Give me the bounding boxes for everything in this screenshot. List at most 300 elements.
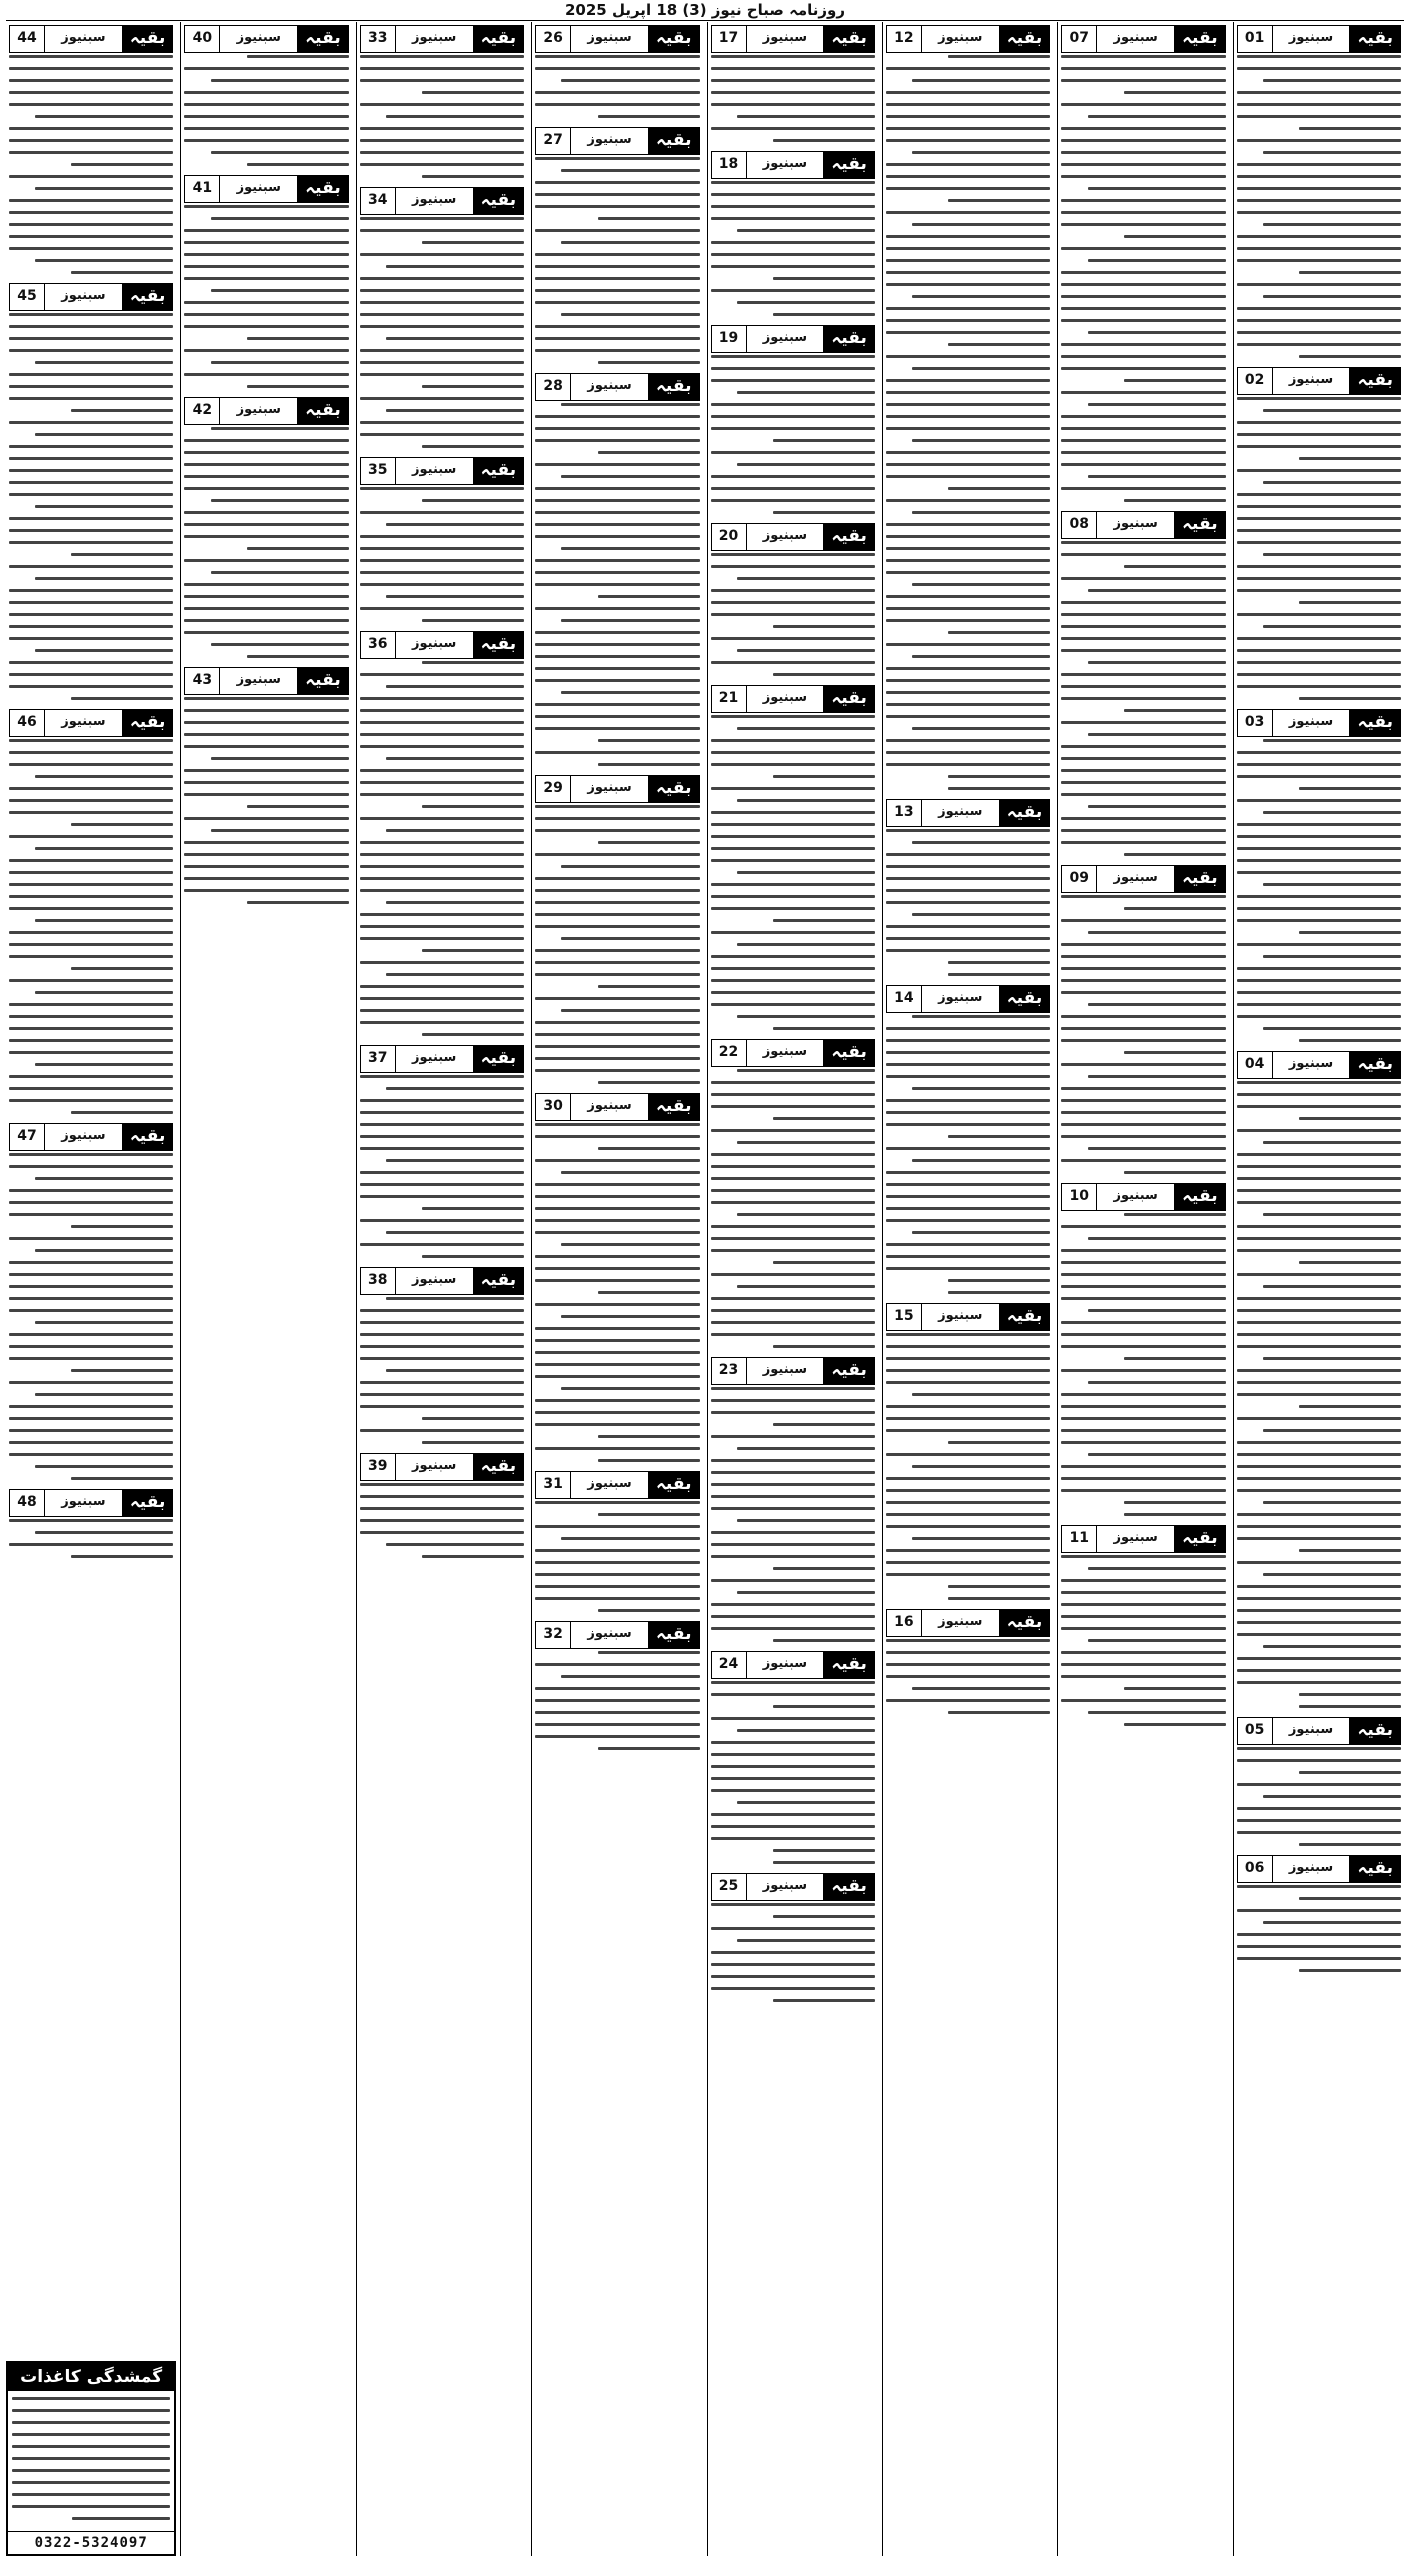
story-body-text — [360, 55, 524, 178]
story-number: 45 — [17, 288, 37, 304]
continued-story-header — [1061, 511, 1225, 539]
story-body-text — [360, 1483, 524, 1558]
story-body-text — [9, 739, 173, 1114]
story-number: 34 — [368, 192, 388, 208]
story-number: 06 — [1244, 1860, 1265, 1876]
story-number: 21 — [718, 690, 739, 706]
story-number: 36 — [368, 636, 388, 652]
story-number: 46 — [17, 714, 37, 730]
story-body-text — [535, 805, 699, 1084]
continued-story-header — [360, 1045, 524, 1073]
baqiya-label: بقیہ — [1000, 26, 1050, 52]
story-body-text — [360, 487, 524, 622]
baqiya-label: بقیہ — [649, 128, 699, 154]
baqiya-label: بقیہ — [123, 1124, 173, 1150]
baqiya-label: بقیہ — [1350, 368, 1400, 394]
continuation-label: سبنیوز — [746, 152, 825, 178]
continued-story-header — [535, 1093, 699, 1121]
continued-story — [535, 25, 699, 118]
column-8 — [6, 22, 176, 2556]
story-body-text — [360, 661, 524, 1036]
baqiya-label: بقیہ — [1350, 26, 1400, 52]
story-body-text — [886, 829, 1050, 976]
continued-story-header — [1237, 367, 1401, 395]
continuation-label: سبنیوز — [44, 1490, 123, 1516]
story-number: 27 — [543, 132, 563, 148]
lost-document-text — [8, 2391, 174, 2531]
story-number: 07 — [1069, 30, 1089, 46]
story-body-text — [360, 217, 524, 448]
story-body-text — [711, 1069, 875, 1348]
story-number: 29 — [543, 780, 563, 796]
continuation-label: سبنیوز — [570, 776, 649, 802]
continuation-label: سبنیوز — [1272, 368, 1351, 394]
baqiya-label: بقیہ — [298, 398, 348, 424]
continued-story — [886, 799, 1050, 976]
story-number: 12 — [894, 30, 914, 46]
continued-story — [886, 1303, 1050, 1600]
continuation-label: سبنیوز — [570, 1094, 649, 1120]
continued-story — [535, 127, 699, 364]
story-body-text — [1061, 1213, 1225, 1516]
story-body-text — [711, 1681, 875, 1864]
story-body-text — [1237, 1081, 1401, 1708]
continued-story — [886, 1609, 1050, 1714]
story-number: 05 — [1244, 1722, 1265, 1738]
baqiya-label: بقیہ — [824, 1358, 874, 1384]
story-body-text — [360, 1075, 524, 1258]
baqiya-label: بقیہ — [474, 1454, 524, 1480]
continued-story-header — [184, 175, 348, 203]
continued-story-header — [184, 25, 348, 53]
continuation-label: سبنیوز — [746, 1652, 825, 1678]
continued-story-header — [1237, 25, 1401, 53]
continued-story-header — [9, 709, 173, 737]
continued-story — [1061, 1183, 1225, 1516]
story-number: 43 — [192, 672, 213, 688]
continued-story-header — [711, 523, 875, 551]
continuation-label: سبنیوز — [746, 1874, 825, 1900]
continuation-label: سبنیوز — [1272, 26, 1351, 52]
continued-story — [886, 25, 1050, 790]
continued-story-header — [711, 1357, 875, 1385]
baqiya-label: بقیہ — [1000, 800, 1050, 826]
continued-story-header — [184, 397, 348, 425]
continuation-label: سبنیوز — [746, 686, 825, 712]
column-3 — [882, 22, 1053, 2556]
continuation-label: سبنیوز — [219, 176, 298, 202]
baqiya-label: بقیہ — [1000, 1610, 1050, 1636]
story-body-text — [535, 55, 699, 118]
baqiya-label: بقیہ — [123, 710, 173, 736]
story-number: 15 — [894, 1308, 914, 1324]
lost-document-notice — [6, 2361, 176, 2556]
story-number: 20 — [718, 528, 739, 544]
continued-story-header — [1237, 709, 1401, 737]
story-number: 22 — [718, 1044, 739, 1060]
continued-story-header — [886, 1609, 1050, 1637]
column-2 — [1057, 22, 1228, 2556]
story-body-text — [711, 1387, 875, 1642]
continued-story — [535, 1093, 699, 1462]
story-number: 41 — [192, 180, 213, 196]
baqiya-label: بقیہ — [824, 1874, 874, 1900]
continued-story-header — [535, 1621, 699, 1649]
continued-story — [1237, 709, 1401, 1042]
story-body-text — [886, 1333, 1050, 1600]
continued-story-header — [711, 1873, 875, 1901]
continuation-label: سبنیوز — [1272, 1718, 1351, 1744]
continued-story — [1237, 25, 1401, 358]
continuation-label: سبنیوز — [395, 188, 474, 214]
story-number: 16 — [894, 1614, 914, 1630]
continuation-label: سبنیوز — [570, 128, 649, 154]
story-body-text — [535, 1651, 699, 1750]
continued-story — [711, 1039, 875, 1348]
baqiya-label: بقیہ — [298, 668, 348, 694]
story-body-text — [9, 1153, 173, 1480]
continuation-label: سبنیوز — [746, 1040, 825, 1066]
continued-story — [711, 1651, 875, 1864]
column-7 — [180, 22, 351, 2556]
lost-document-phone: 0322-5324097 — [8, 2531, 174, 2554]
continued-story-header — [535, 1471, 699, 1499]
continued-story — [360, 631, 524, 1036]
story-number: 37 — [368, 1050, 388, 1066]
story-number: 03 — [1244, 714, 1265, 730]
continued-story-header — [1237, 1051, 1401, 1079]
story-number: 18 — [718, 156, 739, 172]
baqiya-label: بقیہ — [649, 1472, 699, 1498]
story-number: 32 — [543, 1626, 563, 1642]
continued-story-header — [711, 325, 875, 353]
continuation-label: سبنیوز — [1272, 710, 1351, 736]
continued-story-header — [535, 127, 699, 155]
continued-story-header — [711, 1039, 875, 1067]
continuation-label: سبنیوز — [1096, 1184, 1175, 1210]
baqiya-label: بقیہ — [1350, 1052, 1400, 1078]
baqiya-label: بقیہ — [649, 1622, 699, 1648]
baqiya-label: بقیہ — [824, 26, 874, 52]
continuation-label: سبنیوز — [1272, 1052, 1351, 1078]
continuation-label: سبنیوز — [395, 1454, 474, 1480]
continuation-label: سبنیوز — [1096, 512, 1175, 538]
continued-story — [1237, 367, 1401, 700]
continued-story-header — [360, 25, 524, 53]
continued-story-header — [360, 457, 524, 485]
baqiya-label: بقیہ — [1350, 1718, 1400, 1744]
page-date-header: روزنامہ صباح نیوز (3) 18 اپریل 2025 — [6, 0, 1404, 21]
continued-story — [1061, 511, 1225, 856]
story-number: 23 — [718, 1362, 739, 1378]
continuation-label: سبنیوز — [570, 26, 649, 52]
continued-story-header — [360, 631, 524, 659]
baqiya-label: بقیہ — [649, 1094, 699, 1120]
story-body-text — [711, 55, 875, 142]
story-number: 24 — [718, 1656, 739, 1672]
story-number: 14 — [894, 990, 914, 1006]
story-body-text — [360, 1297, 524, 1444]
continued-story-header — [9, 25, 173, 53]
story-body-text — [1237, 1747, 1401, 1846]
continued-story — [886, 985, 1050, 1294]
story-number: 30 — [543, 1098, 563, 1114]
story-number: 13 — [894, 804, 914, 820]
baqiya-label: بقیہ — [298, 176, 348, 202]
column-grid — [6, 22, 1404, 2556]
baqiya-label: بقیہ — [649, 776, 699, 802]
continuation-label: سبنیوز — [746, 524, 825, 550]
story-number: 48 — [17, 1494, 37, 1510]
continued-story — [184, 175, 348, 388]
continuation-label: سبنیوز — [1096, 26, 1175, 52]
story-number: 04 — [1244, 1056, 1265, 1072]
continuation-label: سبنیوز — [395, 1268, 474, 1294]
baqiya-label: بقیہ — [298, 26, 348, 52]
story-body-text — [9, 1519, 173, 1558]
continued-story-header — [360, 1267, 524, 1295]
continued-story — [360, 1267, 524, 1444]
continued-story — [360, 25, 524, 178]
continued-story-header — [1237, 1855, 1401, 1883]
story-body-text — [535, 1501, 699, 1612]
story-body-text — [184, 55, 348, 166]
continued-story — [9, 1123, 173, 1480]
story-number: 31 — [543, 1476, 563, 1492]
story-body-text — [1061, 1555, 1225, 1726]
story-body-text — [711, 1903, 875, 2002]
continued-story — [184, 25, 348, 166]
continued-story — [711, 25, 875, 142]
baqiya-label: بقیہ — [1350, 710, 1400, 736]
story-body-text — [9, 55, 173, 274]
continued-story — [360, 187, 524, 448]
continued-story — [9, 283, 173, 700]
lost-document-title: گمشدگی کاغذات — [8, 2363, 174, 2391]
story-body-text — [535, 403, 699, 766]
continuation-label: سبنیوز — [395, 458, 474, 484]
continued-story-header — [360, 187, 524, 215]
baqiya-label: بقیہ — [474, 458, 524, 484]
continued-story-header — [535, 25, 699, 53]
story-body-text — [1237, 1885, 1401, 1972]
continued-story — [711, 1357, 875, 1642]
continued-story — [711, 685, 875, 1030]
continued-story — [711, 151, 875, 316]
continued-story-header — [711, 685, 875, 713]
story-number: 33 — [368, 30, 388, 46]
story-body-text — [535, 1123, 699, 1462]
baqiya-label: بقیہ — [824, 1652, 874, 1678]
continued-story-header — [711, 151, 875, 179]
continuation-label: سبنیوز — [1096, 1526, 1175, 1552]
baqiya-label: بقیہ — [1175, 26, 1225, 52]
continuation-label: سبنیوز — [44, 1124, 123, 1150]
baqiya-label: بقیہ — [1350, 1856, 1400, 1882]
story-body-text — [1061, 895, 1225, 1174]
baqiya-label: بقیہ — [824, 1040, 874, 1066]
continued-story-header — [535, 775, 699, 803]
continued-story — [9, 709, 173, 1114]
column-6 — [356, 22, 527, 2556]
column-4 — [707, 22, 878, 2556]
column-5 — [531, 22, 702, 2556]
story-body-text — [1237, 397, 1401, 700]
story-number: 10 — [1069, 1188, 1089, 1204]
story-body-text — [9, 313, 173, 700]
baqiya-label: بقیہ — [1175, 512, 1225, 538]
continued-story-header — [9, 283, 173, 311]
story-number: 38 — [368, 1272, 388, 1288]
continuation-label: سبنیوز — [746, 326, 825, 352]
story-body-text — [711, 553, 875, 676]
continued-story-header — [886, 1303, 1050, 1331]
continued-story — [1061, 865, 1225, 1174]
continued-story-header — [535, 373, 699, 401]
continuation-label: سبنیوز — [921, 26, 1000, 52]
continuation-label: سبنیوز — [921, 800, 1000, 826]
continued-story — [360, 457, 524, 622]
continued-story — [1061, 1525, 1225, 1726]
story-body-text — [1061, 541, 1225, 856]
continued-story — [535, 775, 699, 1084]
continued-story-header — [711, 1651, 875, 1679]
story-number: 01 — [1244, 30, 1265, 46]
story-body-text — [1237, 55, 1401, 358]
story-body-text — [711, 715, 875, 1030]
story-number: 09 — [1069, 870, 1089, 886]
continued-story-header — [1061, 1525, 1225, 1553]
story-body-text — [886, 1015, 1050, 1294]
continuation-label: سبنیوز — [921, 986, 1000, 1012]
continued-story-header — [9, 1489, 173, 1517]
story-number: 39 — [368, 1458, 388, 1474]
story-body-text — [184, 427, 348, 658]
baqiya-label: بقیہ — [824, 326, 874, 352]
continuation-label: سبنیوز — [746, 26, 825, 52]
baqiya-label: بقیہ — [474, 26, 524, 52]
baqiya-label: بقیہ — [1175, 866, 1225, 892]
continued-story-header — [1061, 25, 1225, 53]
story-number: 02 — [1244, 372, 1265, 388]
continued-story — [535, 1621, 699, 1750]
baqiya-label: بقیہ — [474, 1268, 524, 1294]
baqiya-label: بقیہ — [649, 374, 699, 400]
continued-story — [1237, 1855, 1401, 1972]
continuation-label: سبنیوز — [921, 1304, 1000, 1330]
story-number: 11 — [1069, 1530, 1089, 1546]
continued-story-header — [886, 799, 1050, 827]
continued-story — [360, 1045, 524, 1258]
continuation-label: سبنیوز — [570, 1622, 649, 1648]
continuation-label: سبنیوز — [219, 26, 298, 52]
baqiya-label: بقیہ — [123, 26, 173, 52]
story-number: 47 — [17, 1128, 37, 1144]
continuation-label: سبنیوز — [395, 632, 474, 658]
continued-story — [535, 1471, 699, 1612]
baqiya-label: بقیہ — [824, 686, 874, 712]
continuation-label: سبنیوز — [395, 1046, 474, 1072]
story-number: 40 — [192, 30, 213, 46]
continued-story-header — [886, 985, 1050, 1013]
continuation-label: سبنیوز — [219, 398, 298, 424]
continued-story-header — [886, 25, 1050, 53]
continuation-label: سبنیوز — [921, 1610, 1000, 1636]
continuation-label: سبنیوز — [746, 1358, 825, 1384]
baqiya-label: بقیہ — [123, 284, 173, 310]
story-number: 35 — [368, 462, 388, 478]
story-body-text — [886, 1639, 1050, 1714]
continuation-label: سبنیوز — [44, 26, 123, 52]
story-number: 25 — [718, 1878, 739, 1894]
baqiya-label: بقیہ — [474, 1046, 524, 1072]
continuation-label: سبنیوز — [570, 1472, 649, 1498]
continued-story — [711, 523, 875, 676]
continued-story — [360, 1453, 524, 1558]
continuation-label: سبنیوز — [44, 284, 123, 310]
story-body-text — [1061, 55, 1225, 502]
baqiya-label: بقیہ — [1175, 1184, 1225, 1210]
story-body-text — [886, 55, 1050, 790]
story-body-text — [184, 697, 348, 904]
continuation-label: سبنیوز — [395, 26, 474, 52]
column-1 — [1233, 22, 1404, 2556]
continuation-label: سبنیوز — [219, 668, 298, 694]
baqiya-label: بقیہ — [474, 188, 524, 214]
continued-story-header — [9, 1123, 173, 1151]
continued-story — [9, 1489, 173, 1558]
baqiya-label: بقیہ — [474, 632, 524, 658]
story-body-text — [184, 205, 348, 388]
story-number: 28 — [543, 378, 563, 394]
continued-story — [9, 25, 173, 274]
continued-story — [711, 325, 875, 514]
story-body-text — [711, 355, 875, 514]
continued-story — [184, 667, 348, 904]
story-number: 19 — [718, 330, 739, 346]
continuation-label: سبنیوز — [44, 710, 123, 736]
continued-story — [184, 397, 348, 658]
story-number: 26 — [543, 30, 563, 46]
baqiya-label: بقیہ — [1175, 1526, 1225, 1552]
story-number: 17 — [718, 30, 739, 46]
story-body-text — [711, 181, 875, 316]
baqiya-label: بقیہ — [649, 26, 699, 52]
continued-story — [1237, 1717, 1401, 1846]
continued-story-header — [711, 25, 875, 53]
continuation-label: سبنیوز — [570, 374, 649, 400]
story-body-text — [535, 157, 699, 364]
continued-story — [535, 373, 699, 766]
continued-story-header — [1061, 865, 1225, 893]
baqiya-label: بقیہ — [1000, 1304, 1050, 1330]
continuation-label: سبنیوز — [1272, 1856, 1351, 1882]
continued-story — [1061, 25, 1225, 502]
baqiya-label: بقیہ — [824, 152, 874, 178]
baqiya-label: بقیہ — [1000, 986, 1050, 1012]
story-number: 08 — [1069, 516, 1089, 532]
continued-story-header — [1061, 1183, 1225, 1211]
baqiya-label: بقیہ — [123, 1490, 173, 1516]
continued-story — [1237, 1051, 1401, 1708]
continuation-label: سبنیوز — [1096, 866, 1175, 892]
continued-story — [711, 1873, 875, 2002]
story-number: 42 — [192, 402, 213, 418]
baqiya-label: بقیہ — [824, 524, 874, 550]
continued-story-header — [1237, 1717, 1401, 1745]
continued-story-header — [184, 667, 348, 695]
story-body-text — [1237, 739, 1401, 1042]
